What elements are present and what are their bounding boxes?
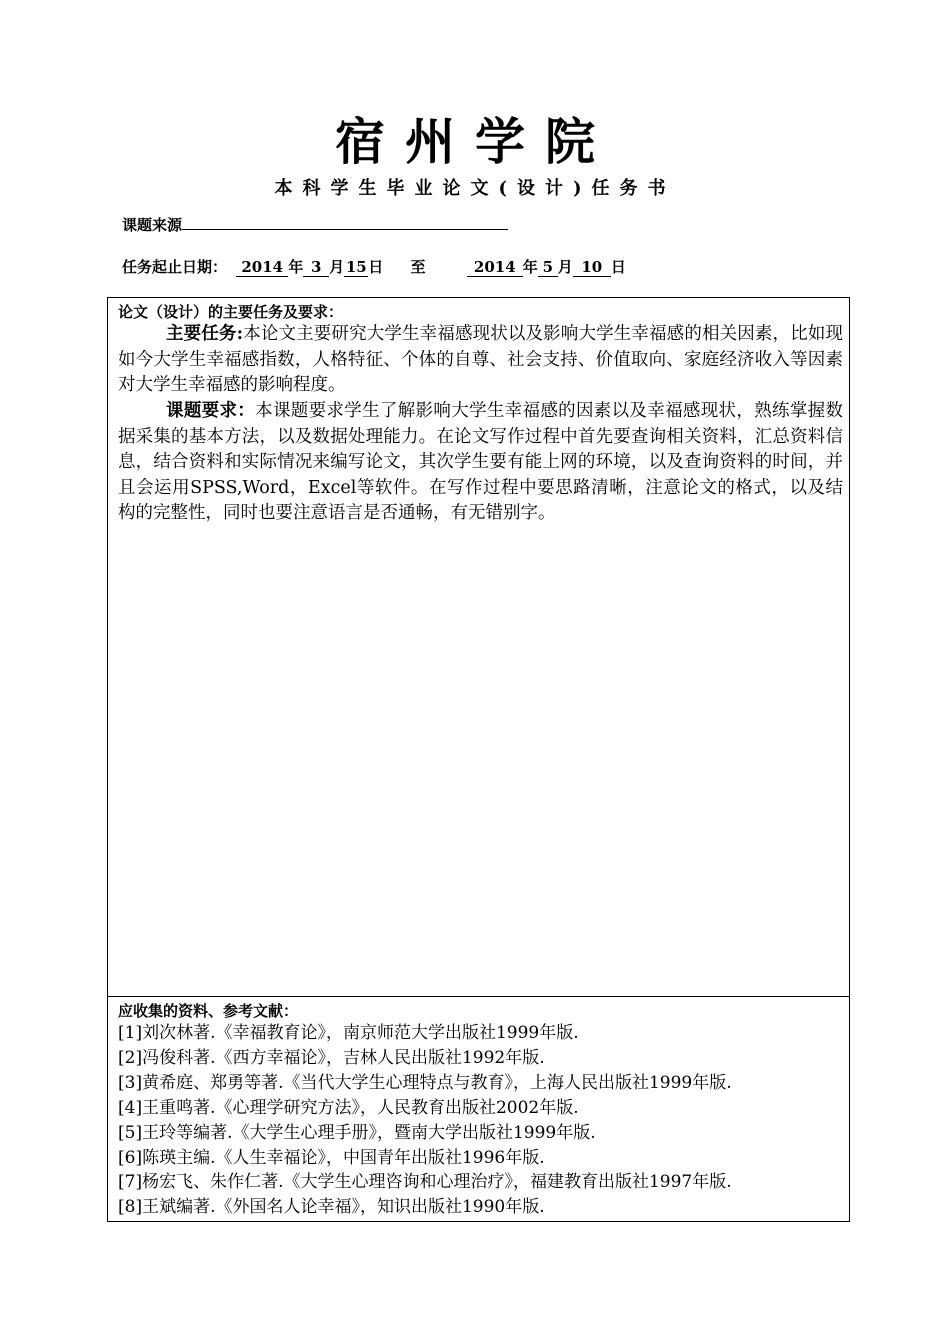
school-name: 宿州学院 xyxy=(335,112,615,171)
task-dates-line xyxy=(122,256,626,278)
end-year: 2014 xyxy=(467,258,523,277)
main-task-paragraph xyxy=(118,322,843,399)
main-task-label: 主要任务: xyxy=(166,324,244,344)
form-title: 本科学生毕业论文(设计)任务书 xyxy=(274,178,676,199)
reference-item: [1]刘次林著.《幸福教育论》，南京师范大学出版社1999年版. xyxy=(118,1023,579,1043)
requirements-label: 课题要求： xyxy=(166,401,256,421)
reference-item: [2]冯俊科著.《西方幸福论》，吉林人民出版社1992年版. xyxy=(118,1047,545,1068)
main-task-heading: 论文（设计）的主要任务及要求： xyxy=(118,303,344,321)
topic-source-field[interactable] xyxy=(182,213,508,230)
main-task-text: 本论文主要研究大学生幸福感现状以及影响大学生幸福感的相关因素，比如现如今大学生幸福感指数，人格特征、个体的自尊、社会支持、价值取向、家庭经济收入等因素对大学生幸福感的影响程度。 xyxy=(118,324,843,395)
year-char: 年 xyxy=(288,258,304,276)
end-day: 10 xyxy=(573,258,611,277)
date-to: 至 xyxy=(410,258,426,276)
reference-item: [3]黄希庭、郑勇等著.《当代大学生心理特点与教育》，上海人民出版社1999年版. xyxy=(118,1072,732,1093)
requirements-text: 本课题要求学生了解影响大学生幸福感的因素以及幸福感现状，熟练掌握数据采集的基本方法，以及数据处理能力。在论文写作过程中首先要查询相关资料，汇总资料信息，结合资料和实际情况来编写论文，其次学生要有能上网的环境，以及查询资料的时间，并且会运用SPSS,Word，Excel等软件。在写作过程中要思路清晰，注意论文的格式，以及结构的完整性，同时也要注意语言是否通畅，有无错别字。 xyxy=(118,401,844,523)
topic-source-label: 课题来源 xyxy=(122,216,183,234)
reference-item: [5]王玲等编著.《大学生心理手册》，暨南大学出版社1999年版. xyxy=(118,1122,596,1143)
day-char: 日 xyxy=(610,258,626,276)
topic-source-line xyxy=(122,213,508,236)
start-month: 3 xyxy=(303,258,329,277)
reference-item: [7]杨宏飞、朱作仁著.《大学生心理咨询和心理治疗》，福建教育出版社1997年版. xyxy=(118,1172,732,1193)
month-char: 月 xyxy=(329,258,345,276)
task-dates-label: 任务起止日期： xyxy=(122,258,228,276)
end-month: 5 xyxy=(538,258,558,277)
year-char: 年 xyxy=(522,258,538,276)
reference-item: [4]王重鸣著.《心理学研究方法》，人民教育出版社2002年版. xyxy=(118,1097,579,1118)
references-list xyxy=(118,1021,843,1220)
reference-item: [6]陈瑛主编.《人生幸福论》，中国青年出版社1996年版. xyxy=(118,1147,545,1168)
reference-item: [8]王斌编著.《外国名人论幸福》，知识出版社1990年版. xyxy=(118,1197,545,1218)
requirements-paragraph xyxy=(118,399,843,527)
references-box xyxy=(107,996,850,1222)
day-char: 日 xyxy=(368,258,384,276)
main-task-box xyxy=(107,297,850,997)
references-heading: 应收集的资料、参考文献： xyxy=(118,1002,299,1020)
month-char: 月 xyxy=(557,258,573,276)
start-year: 2014 xyxy=(236,258,288,277)
start-day: 15 xyxy=(345,258,367,276)
